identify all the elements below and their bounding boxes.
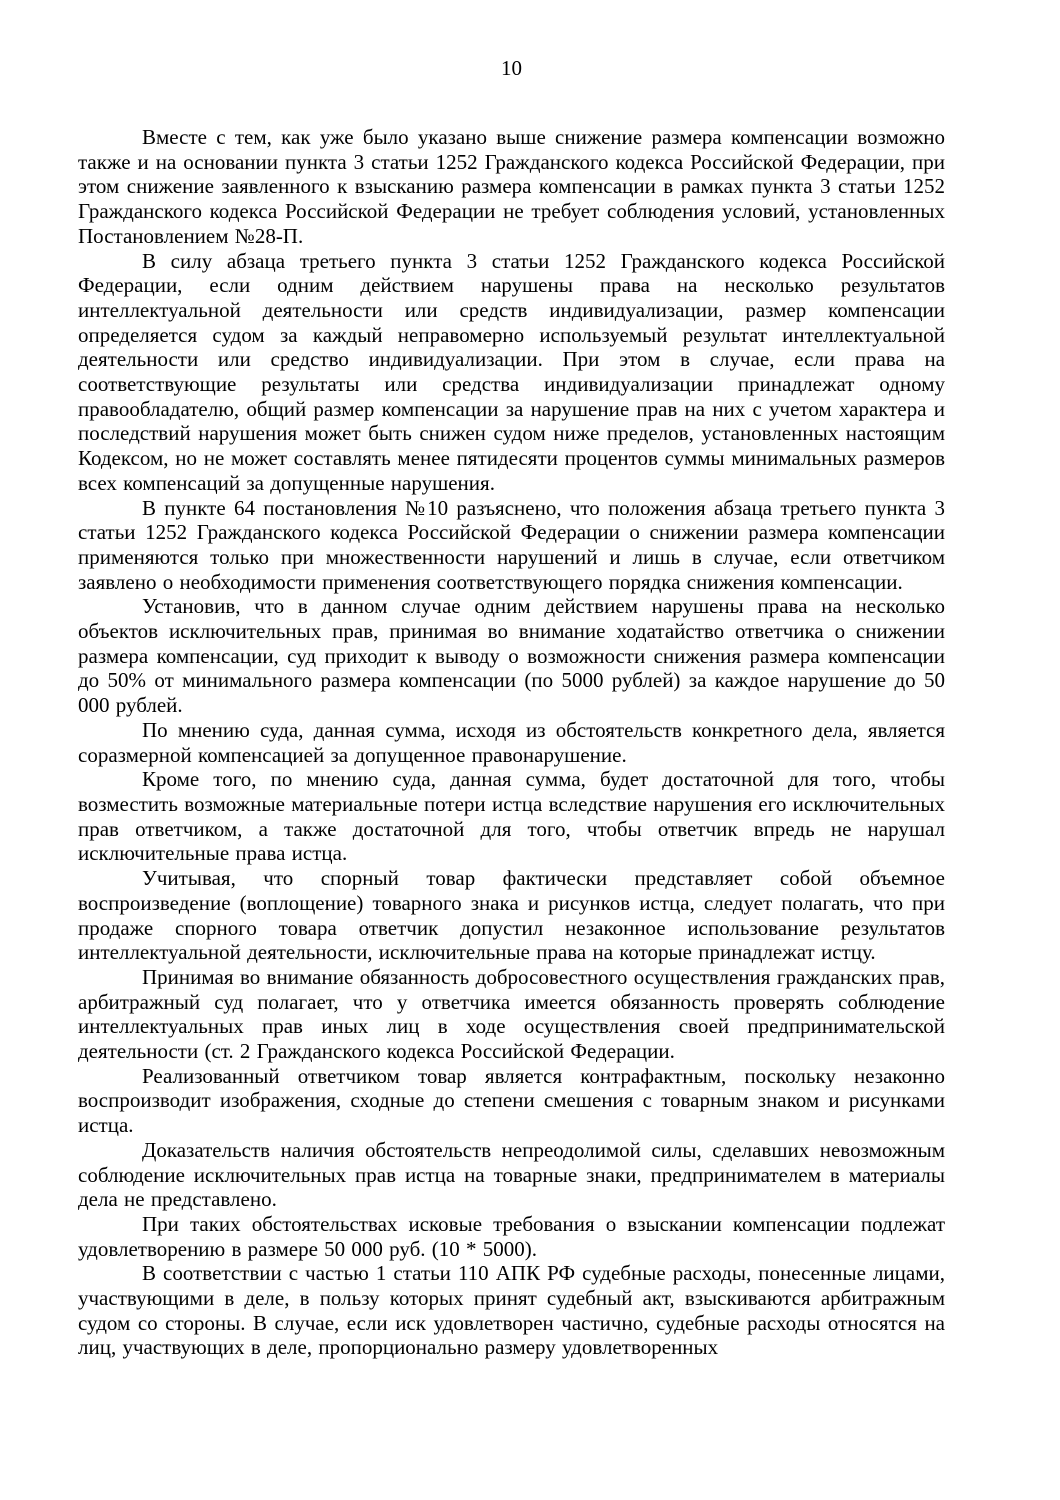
paragraph-12: В соответствии с частью 1 статьи 110 АПК РФ судебные расходы, понесенные лицами, участвующими в деле, в пользу которых принят судебный акт, взыскиваются арбитражным судом со стороны. В случае, если иск удовлетворен частично, судебные расходы относятся на лиц, участвующих в деле, пропорционально размеру удовлетворенных (78, 1261, 945, 1360)
paragraph-8: Принимая во внимание обязанность добросовестного осуществления гражданских прав, арбитражный суд полагает, что у ответчика имеется обязанность проверять соблюдение интеллектуальных прав иных лиц в ходе осуществления своей предпринимательской деятельности (ст. 2 Гражданского кодекса Российской Федерации. (78, 964, 945, 1064)
paragraph-1: Вместе с тем, как уже было указано выше снижение размера компенсации возможно также и на основании пункта 3 статьи 1252 Гражданского кодекса Российской Федерации, при этом снижение заявленного к взысканию размера компенсации в рамках пункта 3 статьи 1252 Гражданского кодекса Российской Федерации не требует соблюдения условий, установленных Постановлением №28-П. (78, 125, 945, 248)
paragraph-11: При таких обстоятельствах исковые требования о взыскании компенсации подлежат удовлетворению в размере 50 000 руб. (10 * 5000). (78, 1211, 945, 1261)
paragraph-10: Доказательств наличия обстоятельств непреодолимой силы, сделавших невозможным соблюдение исключительных прав истца на товарные знаки, предпринимателем в материалы дела не представлено. (78, 1137, 945, 1212)
paragraph-9: Реализованный ответчиком товар является контрафактным, поскольку незаконно воспроизводит изображения, сходные до степени смешения с товарным знаком и рисунками истца. (78, 1063, 945, 1138)
paragraph-2: В силу абзаца третьего пункта 3 статьи 1252 Гражданского кодекса Российской Федерации, если одним действием нарушены права на несколько результатов интеллектуальной деятельности или средств индивидуализации, размер компенсации определяется судом за каждый неправомерно используемый результат интеллектуальной деятельности или средство индивидуализации. При этом в случае, если права на соответствующие результаты или средства индивидуализации принадлежат одному правообладателю, общий размер компенсации за нарушение прав на них с учетом характера и последствий нарушения может быть снижен судом ниже пределов, установленных настоящим Кодексом, но не может составлять менее пятидесяти процентов суммы минимальных размеров всех компенсаций за допущенные нарушения. (78, 248, 945, 495)
paragraph-6: Кроме того, по мнению суда, данная сумма, будет достаточной для того, чтобы возместить возможные материальные потери истца вследствие нарушения его исключительных прав ответчиком, а также достаточной для того, чтобы ответчик впредь не нарушал исключительные права истца. (78, 767, 945, 866)
paragraph-5: По мнению суда, данная сумма, исходя из обстоятельств конкретного дела, является соразмерной компенсацией за допущенное правонарушение. (78, 717, 945, 767)
paragraph-3: В пункте 64 постановления №10 разъяснено, что положения абзаца третьего пункта 3 статьи 1252 Гражданского кодекса Российской Федерации о снижении размера компенсации применяются только при множественности нарушений и лишь в случае, если ответчиком заявлено о необходимости применения соответствующего порядка снижения компенсации. (78, 495, 945, 594)
page-number: 10 (501, 56, 522, 80)
document-body (78, 125, 945, 1360)
paragraph-7: Учитывая, что спорный товар фактически представляет собой объемное воспроизведение (воплощение) товарного знака и рисунков истца, следует полагать, что при продаже спорного товара ответчик допустил незаконное использование результатов интеллектуальной деятельности, исключительные права на которые принадлежат истцу. (78, 866, 945, 965)
paragraph-4: Установив, что в данном случае одним действием нарушены права на несколько объектов исключительных прав, принимая во внимание ходатайство ответчика о снижении размера компенсации, суд приходит к выводу о возможности снижения размера компенсации до 50% от минимального размера компенсации (по 5000 рублей) за каждое нарушение до 50 000 рублей. (78, 594, 945, 718)
